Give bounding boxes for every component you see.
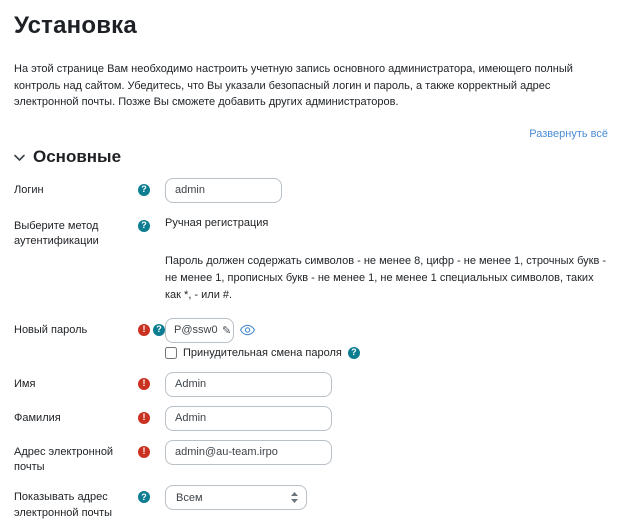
chevron-down-icon — [14, 154, 25, 162]
form-row-force-password-change — [165, 347, 610, 359]
required-icon: ! — [138, 446, 150, 458]
help-icon[interactable]: ? — [138, 184, 150, 196]
login-label: Логин — [14, 183, 44, 196]
last-name-label: Фамилия — [14, 411, 61, 424]
last-name-input[interactable] — [165, 406, 332, 431]
select-caret-icon — [291, 492, 298, 503]
new-password-field[interactable] — [165, 318, 234, 343]
eye-icon[interactable] — [240, 324, 255, 336]
password-policy-hint: Пароль должен содержать символов - не менее 8, цифр - не менее 1, строчных букв - не менее 1, прописных букв - не менее 1, не менее 1 специальных символов, таких как *, - или #. — [165, 255, 607, 302]
email-visibility-label: Показывать адрес электронной почты — [14, 491, 113, 520]
help-icon[interactable]: ? — [138, 220, 150, 232]
login-input[interactable] — [165, 178, 282, 203]
email-input[interactable] — [165, 440, 332, 465]
new-password-label: Новый пароль — [14, 323, 88, 336]
form-row-login — [14, 178, 610, 203]
email-visibility-select[interactable] — [165, 485, 307, 510]
pencil-icon: ✎ — [222, 324, 232, 337]
email-visibility-value: Всем — [176, 491, 203, 504]
first-name-label: Имя — [14, 377, 36, 390]
required-icon: ! — [138, 324, 150, 336]
help-icon[interactable]: ? — [138, 491, 150, 503]
section-title: Основные — [33, 146, 122, 166]
required-icon: ! — [138, 378, 150, 390]
form-row-auth-method — [14, 212, 610, 251]
expand-all-link[interactable]: Развернуть всё — [529, 127, 608, 140]
force-password-change-label[interactable]: Принудительная смена пароля — [183, 346, 342, 359]
expand-all-row — [14, 124, 610, 142]
help-icon[interactable]: ? — [348, 347, 360, 359]
force-password-change-checkbox[interactable] — [165, 347, 177, 359]
help-icon[interactable]: ? — [153, 324, 165, 336]
first-name-input[interactable] — [165, 372, 332, 397]
form-row-new-password — [14, 318, 610, 343]
page-description: На этой странице Вам необходимо настроить учетную запись основного администратора, имеющего полный контроль над сайтом. Убедитесь, что Вы указали безопасный логин и пароль, а также корректный адрес электронной почты. Позже Вы сможете добавить других администраторов. — [14, 63, 573, 108]
auth-method-label: Выберите метод аутентификации — [14, 219, 99, 248]
form-row-first-name — [14, 372, 610, 397]
email-label: Адрес электронной почты — [14, 445, 114, 474]
new-password-input[interactable] — [174, 324, 218, 336]
form-row-last-name — [14, 406, 610, 431]
section-toggle-basic[interactable] — [14, 147, 610, 167]
form-row-email — [14, 440, 610, 477]
auth-method-value: Ручная регистрация — [165, 216, 269, 229]
page-title: Установка — [14, 12, 137, 39]
form-row-email-visibility — [14, 485, 610, 522]
required-icon: ! — [138, 412, 150, 424]
